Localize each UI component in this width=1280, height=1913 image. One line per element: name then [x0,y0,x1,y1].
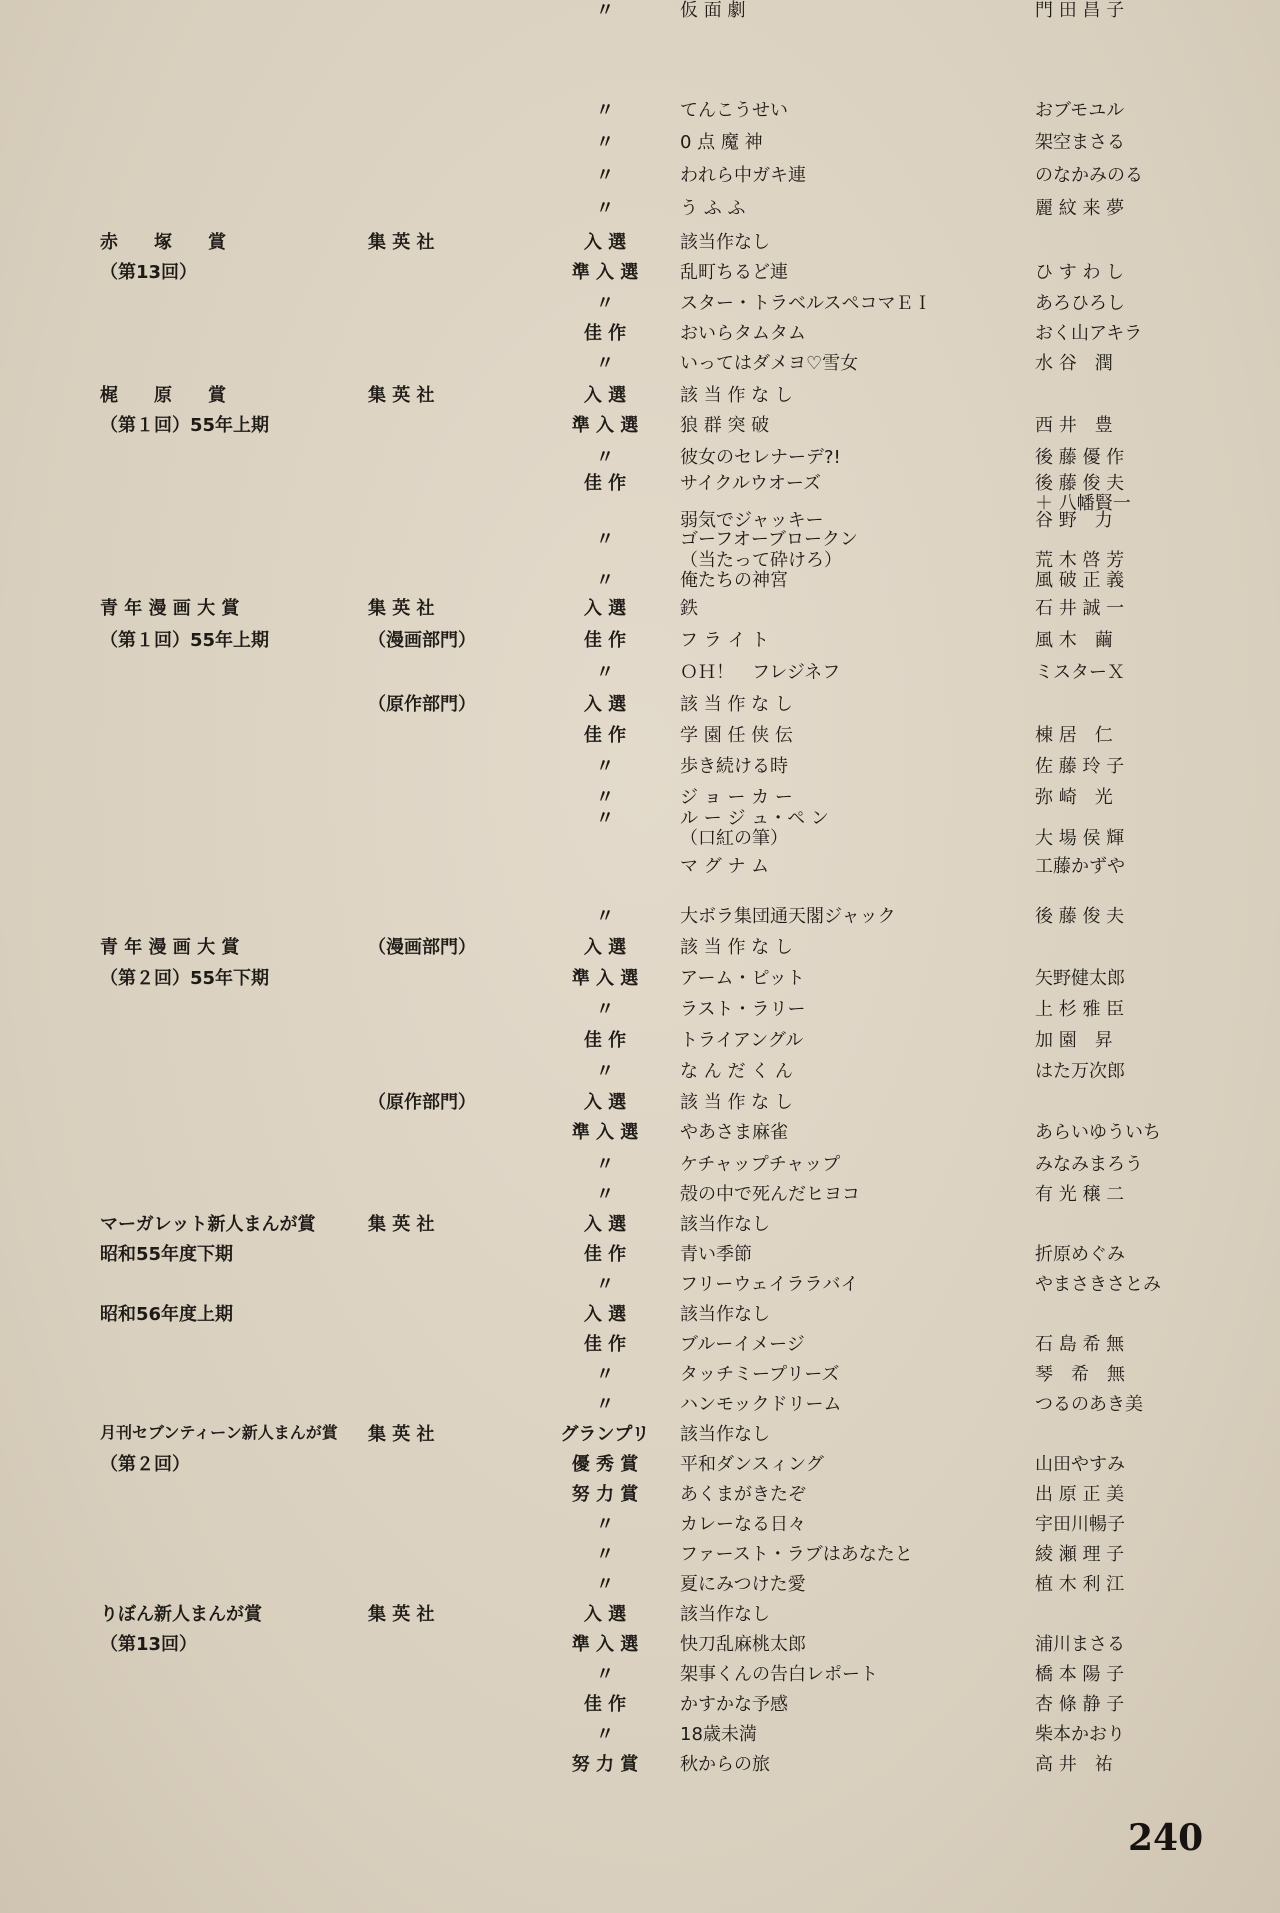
award-rank: 佳 作 [583,1030,627,1051]
award-rank: 佳 作 [583,1244,627,1265]
work-title: ゴーフオーブロークン [680,529,859,550]
award-name: りぼん新人まんが賞 [100,1604,262,1625]
author-name: 麗 紋 来 夢 [1035,198,1125,219]
work-title: サイクルウオーズ [680,473,821,494]
work-title: 狼 群 突 破 [680,415,770,436]
award-rank: 入 選 [583,694,627,715]
award-name: マーガレット新人まんが賞 [100,1214,316,1235]
award-name: 昭和55年度下期 [100,1244,234,1265]
work-title: 該当作なし [680,1604,770,1625]
work-title: タッチミープリーズ [680,1364,840,1385]
publisher: 集 英 社 [368,1604,435,1625]
award-name: （第13回） [100,1634,198,1655]
publisher: 集 英 社 [368,1214,435,1235]
publisher: 集 英 社 [368,598,435,619]
work-title: 秋からの旅 [680,1754,770,1775]
publisher: 集 英 社 [368,385,435,406]
work-title: フ ラ イ ト [680,630,770,651]
author-name: 山田やすみ [1035,1454,1125,1475]
award-rank: 〃 [596,1394,614,1415]
work-title: 青い季節 [680,1244,752,1265]
award-rank: 〃 [596,529,614,550]
work-title: 平和ダンスィング [680,1454,824,1475]
work-title: 夏にみつけた愛 [680,1574,806,1595]
award-name: 梶 原 賞 [100,385,226,406]
author-name: あらいゆういち [1035,1122,1161,1143]
author-name: 架空まさる [1035,132,1125,153]
author-name: 荒 木 啓 芳 [1035,550,1125,571]
author-name: 棟 居 仁 [1035,725,1113,746]
award-rank: 優 秀 賞 [571,1454,639,1475]
author-name: おく山アキラ [1035,323,1143,344]
work-title: ＯＨ！ フレジネフ [680,662,841,683]
award-rank: 準 入 選 [571,968,639,989]
author-name: 石 島 希 無 [1035,1334,1125,1355]
work-title: 該 当 作 な し [680,1092,793,1113]
award-rank: 〃 [596,165,614,186]
award-rank: 〃 [596,1061,614,1082]
award-name: 青 年 漫 画 大 賞 [100,598,240,619]
award-name: 月刊セブンティーン新人まんが賞 [100,1423,338,1442]
award-rank: 〃 [596,1274,614,1295]
work-title: 該当作なし [680,232,770,253]
author-name: はた万次郎 [1035,1061,1125,1082]
award-rank: 準 入 選 [571,1122,639,1143]
author-name: 門 田 昌 子 [1035,0,1125,21]
award-rank: 佳 作 [583,473,627,494]
award-rank: 佳 作 [583,630,627,651]
work-title: かすかな予感 [680,1694,788,1715]
award-rank: 準 入 選 [571,415,639,436]
author-name: ミスターＸ [1035,662,1125,683]
work-title: 大ボラ集団通天閣ジャック [680,906,896,927]
page-number: 240 [1128,1817,1204,1859]
award-rank: 入 選 [583,385,627,406]
award-rank: 〃 [596,1544,614,1565]
work-title: （当たって砕けろ） [680,550,842,571]
work-title: 該 当 作 な し [680,937,793,958]
award-rank: 佳 作 [583,725,627,746]
award-rank: 〃 [596,0,614,21]
work-title: 該当作なし [680,1214,770,1235]
award-name: （第２回）55年下期 [100,968,270,989]
author-name: 後 藤 俊 夫 [1035,906,1125,927]
award-rank: 〃 [596,293,614,314]
work-title: 該 当 作 な し [680,694,793,715]
work-title: 彼女のセレナーデ?! [680,447,841,468]
award-rank: 〃 [596,198,614,219]
author-name: 琴 希 無 [1035,1364,1125,1385]
author-name: 有 光 穣 二 [1035,1184,1125,1205]
work-title: 鉄 [680,598,698,619]
author-name: 植 木 利 江 [1035,1574,1125,1595]
author-name: 橋 本 陽 子 [1035,1664,1125,1685]
work-title: 俺たちの神宮 [680,570,788,591]
award-rank: 〃 [596,1154,614,1175]
author-name: 西 井 豊 [1035,415,1113,436]
work-title: 仮 面 劇 [680,0,746,21]
award-rank: 佳 作 [583,323,627,344]
award-rank: 〃 [596,906,614,927]
work-title: おいらタムタム [680,323,806,344]
award-rank: 〃 [596,808,614,829]
award-name: 昭和56年度上期 [100,1304,234,1325]
award-name: （第１回）55年上期 [100,630,270,651]
work-title: 該 当 作 な し [680,385,793,406]
author-name: 加 園 昇 [1035,1030,1113,1051]
author-name: 後 藤 俊 夫 [1035,473,1125,494]
award-rank: 〃 [596,132,614,153]
award-rank: 〃 [596,756,614,777]
work-title: われら中ガキ連 [680,165,806,186]
author-name: 浦川まさる [1035,1634,1125,1655]
author-name: 宇田川暢子 [1035,1514,1125,1535]
publisher: 集 英 社 [368,232,435,253]
award-rank: 入 選 [583,1304,627,1325]
award-rank: 〃 [596,353,614,374]
award-rank: 〃 [596,1364,614,1385]
award-rank: 〃 [596,100,614,121]
work-title: トライアングル [680,1030,804,1051]
award-rank: 〃 [596,1664,614,1685]
award-rank: 〃 [596,1184,614,1205]
award-rank: 〃 [596,662,614,683]
award-rank: 入 選 [583,1214,627,1235]
award-rank: 佳 作 [583,1694,627,1715]
work-title: な ん だ く ん [680,1061,793,1082]
award-rank: 〃 [596,1514,614,1535]
author-name: 高 井 祐 [1035,1754,1113,1775]
author-name: あろひろし [1035,293,1125,314]
award-rank: 〃 [596,1574,614,1595]
work-title: ル ー ジ ュ・ペ ン [680,808,829,829]
author-name: ひ す わ し [1035,262,1125,283]
author-name: 石 井 誠 一 [1035,598,1125,619]
author-name: 柴本かおり [1035,1724,1125,1745]
award-name: （第１回）55年上期 [100,415,270,436]
work-title: 殻の中で死んだヒヨコ [680,1184,860,1205]
award-rank: 努 力 賞 [571,1484,639,1505]
author-name: 風 木 繭 [1035,630,1113,651]
author-name: 杏 條 静 子 [1035,1694,1125,1715]
author-name: 水 谷 潤 [1035,353,1113,374]
work-title: あくまがきたぞ [680,1484,806,1505]
work-title: カレーなる日々 [680,1514,806,1535]
award-rank: 〃 [596,787,614,808]
author-name: のなかみのる [1035,165,1143,186]
award-name: 青 年 漫 画 大 賞 [100,937,240,958]
author-name: 矢野健太郎 [1035,968,1125,989]
author-name: 工藤かずや [1035,856,1125,877]
award-rank: グランプリ [560,1424,650,1445]
award-rank: 入 選 [583,1092,627,1113]
award-rank: 準 入 選 [571,1634,639,1655]
work-title: う ふ ふ [680,198,746,219]
work-title: アーム・ピット [680,968,805,989]
work-title: 学 園 任 侠 伝 [680,725,793,746]
work-title: 0 点 魔 神 [680,132,763,153]
work-title: 弱気でジャッキー [680,510,824,531]
work-title: 該当作なし [680,1304,770,1325]
author-name: 上 杉 雅 臣 [1035,999,1125,1020]
work-title: 歩き続ける時 [680,756,788,777]
publisher: 集 英 社 [368,1424,435,1445]
work-title: 18歳未満 [680,1724,757,1745]
author-name: 谷 野 力 [1035,510,1113,531]
award-rank: 入 選 [583,232,627,253]
author-name: 後 藤 優 作 [1035,447,1125,468]
author-name: 出 原 正 美 [1035,1484,1125,1505]
publisher: （原作部門） [368,1092,476,1113]
work-title: 該当作なし [680,1424,770,1445]
author-name: みなみまろう [1035,1154,1143,1175]
author-name: 折原めぐみ [1035,1244,1125,1265]
award-rank: 入 選 [583,937,627,958]
work-title: ケチャップチャップ [680,1154,841,1175]
work-title: ブルーイメージ [680,1334,805,1355]
award-rank: 入 選 [583,1604,627,1625]
award-rank: 〃 [596,570,614,591]
work-title: マ グ ナ ム [680,856,770,877]
author-name: 綾 瀬 理 子 [1035,1544,1125,1565]
work-title: ハンモックドリーム [680,1394,842,1415]
work-title: やあさま麻雀 [680,1122,788,1143]
award-rank: 努 力 賞 [571,1754,639,1775]
work-title: 快刀乱麻桃太郎 [680,1634,806,1655]
award-name: 赤 塚 賞 [100,232,226,253]
work-title: 架事くんの告白レポート [680,1664,878,1685]
work-title: ファースト・ラブはあなたと [680,1544,913,1565]
work-title: てんこうせい [680,100,788,121]
award-name: （第13回） [100,262,198,283]
work-title: 乱町ちるど連 [680,262,788,283]
author-name: 風 破 正 義 [1035,570,1125,591]
publisher: （漫画部門） [368,630,476,651]
author-name: 大 場 侯 輝 [1035,828,1125,849]
author-name: ＋ 八幡賢一 [1035,493,1131,514]
publisher: （漫画部門） [368,937,476,958]
award-rank: 〃 [596,999,614,1020]
author-name: つるのあき美 [1035,1394,1143,1415]
work-title: （口紅の筆） [680,828,788,849]
work-title: ラスト・ラリー [680,999,806,1020]
award-rank: 〃 [596,1724,614,1745]
work-title: スター・トラベルスペコマＥＩ [680,293,932,314]
award-rank: 〃 [596,447,614,468]
award-name: （第２回） [100,1454,190,1475]
author-name: 佐 藤 玲 子 [1035,756,1125,777]
work-title: ジ ョ ー カ ー [680,787,793,808]
award-rank: 佳 作 [583,1334,627,1355]
work-title: いってはダメヨ♡雪女 [680,353,859,374]
author-name: やまさきさとみ [1035,1274,1161,1295]
work-title: フリーウェイララバイ [680,1274,859,1295]
award-rank: 準 入 選 [571,262,639,283]
award-rank: 入 選 [583,598,627,619]
author-name: 弥 崎 光 [1035,787,1113,808]
author-name: おブモユル [1035,100,1125,121]
publisher: （原作部門） [368,694,476,715]
